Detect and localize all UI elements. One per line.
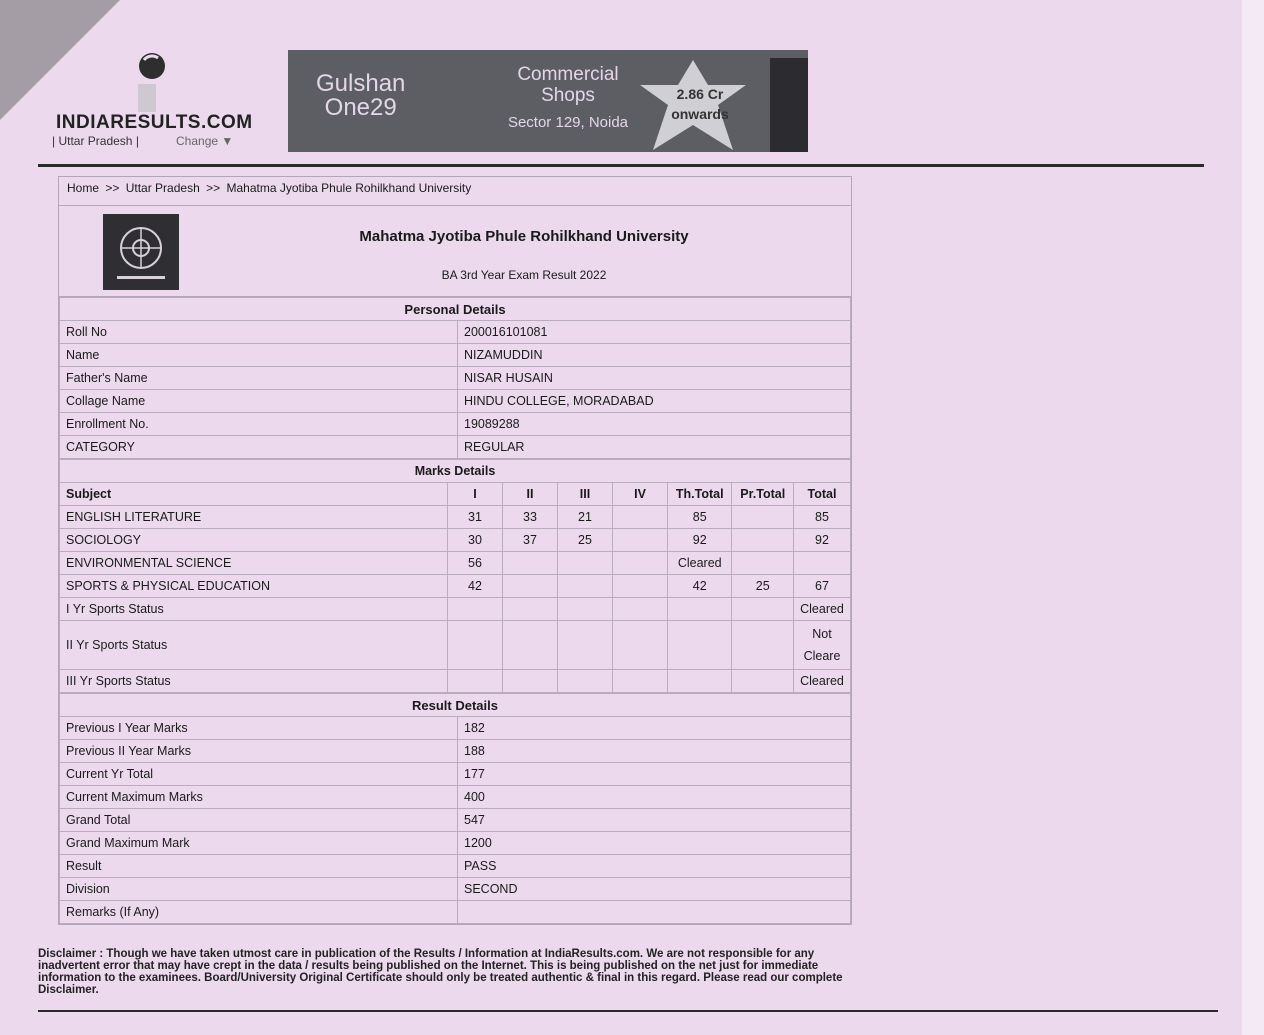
field-value: 188 <box>458 740 851 763</box>
field-value: REGULAR <box>458 436 851 459</box>
field-label: Roll No <box>60 321 458 344</box>
marks-cell <box>613 529 668 552</box>
marks-cell <box>503 575 558 598</box>
field-value: 547 <box>458 809 851 832</box>
marks-cell: 25 <box>558 529 613 552</box>
table-row <box>60 529 851 552</box>
site-logo[interactable] <box>50 50 253 150</box>
marks-cell: 92 <box>794 529 851 552</box>
marks-details-heading: Marks Details <box>60 460 851 483</box>
marks-cell: 33 <box>503 506 558 529</box>
breadcrumb-state[interactable]: Uttar Pradesh <box>125 181 200 195</box>
marks-cell <box>558 552 613 575</box>
sports-status: Cleared <box>794 670 851 693</box>
marks-cell <box>732 529 794 552</box>
personal-details-heading: Personal Details <box>60 298 851 321</box>
marks-cell <box>732 506 794 529</box>
sports-label: II Yr Sports Status <box>60 621 448 670</box>
ad-price <box>660 84 740 124</box>
field-value <box>458 901 851 924</box>
marks-cell: 92 <box>668 529 732 552</box>
marks-cell <box>613 552 668 575</box>
field-label: Father's Name <box>60 367 458 390</box>
marks-cell: 25 <box>732 575 794 598</box>
result-details-heading: Result Details <box>60 694 851 717</box>
field-value: 182 <box>458 717 851 740</box>
marks-cell: 30 <box>448 529 503 552</box>
table-row <box>60 717 851 740</box>
marks-cell <box>613 506 668 529</box>
marks-cell <box>794 552 851 575</box>
ad-location: Sector 129, Noida <box>507 114 629 131</box>
field-label: Name <box>60 344 458 367</box>
table-row <box>60 390 851 413</box>
subject-cell: SPORTS & PHYSICAL EDUCATION <box>60 575 448 598</box>
marks-cell <box>613 575 668 598</box>
building-image <box>770 58 808 152</box>
marks-cell <box>732 552 794 575</box>
col-header: Th.Total <box>668 483 732 506</box>
field-label: Remarks (If Any) <box>60 901 458 924</box>
breadcrumb <box>59 177 851 206</box>
personal-details-table <box>59 297 851 459</box>
col-header: Pr.Total <box>732 483 794 506</box>
col-header: II <box>503 483 558 506</box>
field-label: Grand Maximum Mark <box>60 832 458 855</box>
marks-cell: 31 <box>448 506 503 529</box>
table-row <box>60 575 851 598</box>
sports-status: Not Cleare <box>794 621 851 670</box>
sports-label: III Yr Sports Status <box>60 670 448 693</box>
sports-status: Cleared <box>794 598 851 621</box>
field-label: Collage Name <box>60 390 458 413</box>
table-row <box>60 506 851 529</box>
result-status: PASS <box>458 855 851 878</box>
col-header: III <box>558 483 613 506</box>
university-name: Mahatma Jyotiba Phule Rohilkhand University <box>359 228 689 245</box>
field-label: Previous II Year Marks <box>60 740 458 763</box>
brand-name: INDIARESULTS.COM <box>56 112 253 133</box>
field-label: Result <box>60 855 458 878</box>
breadcrumb-university: Mahatma Jyotiba Phule Rohilkhand University <box>226 181 472 195</box>
marks-cell <box>503 552 558 575</box>
field-label: CATEGORY <box>60 436 458 459</box>
sports-label: I Yr Sports Status <box>60 598 448 621</box>
change-state-link[interactable]: Change ▼ <box>176 134 234 148</box>
breadcrumb-sep: >> <box>206 181 221 195</box>
col-header: Subject <box>60 483 448 506</box>
field-value: 1200 <box>458 832 851 855</box>
marks-header-row <box>60 483 851 506</box>
ad-price-value: 2.86 Cr <box>676 86 724 102</box>
university-header <box>59 206 851 297</box>
field-value: NIZAMUDDIN <box>458 344 851 367</box>
ad-project-name <box>316 72 405 120</box>
field-value: 19089288 <box>458 413 851 436</box>
ad-price-sub: onwards <box>671 106 729 122</box>
state-label: | Uttar Pradesh | <box>52 134 139 148</box>
breadcrumb-home[interactable]: Home <box>67 181 100 195</box>
table-row <box>60 344 851 367</box>
table-row <box>60 809 851 832</box>
field-value: SECOND <box>458 878 851 901</box>
field-value: 400 <box>458 786 851 809</box>
field-label: Current Yr Total <box>60 763 458 786</box>
table-row <box>60 786 851 809</box>
table-row <box>60 878 851 901</box>
sports-status-row <box>60 598 851 621</box>
marks-cell: 37 <box>503 529 558 552</box>
footer-divider <box>38 1010 1218 1012</box>
marks-cell: 85 <box>794 506 851 529</box>
breadcrumb-sep: >> <box>105 181 120 195</box>
ad-offer <box>478 64 658 131</box>
result-card <box>58 176 852 925</box>
marks-cell: 67 <box>794 575 851 598</box>
result-details-table <box>59 693 851 924</box>
ad-name-line1: Gulshan <box>316 70 406 97</box>
university-seal-icon <box>103 214 179 290</box>
table-row <box>60 367 851 390</box>
table-row <box>60 552 851 575</box>
scan-edge <box>1242 0 1264 1035</box>
table-row <box>60 901 851 924</box>
table-row <box>60 855 851 878</box>
header-divider <box>38 164 1204 167</box>
ad-line1: Commercial <box>517 64 619 85</box>
subject-cell: SOCIOLOGY <box>60 529 448 552</box>
subject-cell: ENVIRONMENTAL SCIENCE <box>60 552 448 575</box>
table-row <box>60 321 851 344</box>
table-row <box>60 413 851 436</box>
field-label: Current Maximum Marks <box>60 786 458 809</box>
table-row <box>60 436 851 459</box>
field-value: HINDU COLLEGE, MORADABAD <box>458 390 851 413</box>
field-label: Grand Total <box>60 809 458 832</box>
marks-cell: 21 <box>558 506 613 529</box>
exam-title: BA 3rd Year Exam Result 2022 <box>441 268 607 282</box>
table-row <box>60 832 851 855</box>
field-value: 200016101081 <box>458 321 851 344</box>
field-value: 177 <box>458 763 851 786</box>
field-value: NISAR HUSAIN <box>458 367 851 390</box>
col-header: Total <box>794 483 851 506</box>
marks-cell: 85 <box>668 506 732 529</box>
ad-banner[interactable] <box>288 50 808 152</box>
ad-line2: Shops <box>541 85 595 106</box>
sports-status-row <box>60 621 851 670</box>
disclaimer-text: Disclaimer : Though we have taken utmost care in publication of the Results / Information at IndiaResults.com. We are not responsible for any inadvertent error that may have crept in the data / results being published on the Internet. This is being published on the net just for immediate information to the examinees. Board/University Original Certificate should only be treated authentic & final in this regard. Please read our complete Disclaimer. <box>38 948 843 996</box>
sports-status-row <box>60 670 851 693</box>
ad-name-line2: One29 <box>324 94 397 121</box>
marks-cell: Cleared <box>668 552 732 575</box>
logo-mark-icon <box>128 50 170 114</box>
table-row <box>60 740 851 763</box>
col-header: I <box>448 483 503 506</box>
marks-cell: 42 <box>448 575 503 598</box>
marks-cell: 42 <box>668 575 732 598</box>
subject-cell: ENGLISH LITERATURE <box>60 506 448 529</box>
col-header: IV <box>613 483 668 506</box>
field-label: Enrollment No. <box>60 413 458 436</box>
marks-details-table <box>59 459 851 693</box>
marks-cell <box>558 575 613 598</box>
field-label: Division <box>60 878 458 901</box>
field-label: Previous I Year Marks <box>60 717 458 740</box>
marks-cell: 56 <box>448 552 503 575</box>
table-row <box>60 763 851 786</box>
